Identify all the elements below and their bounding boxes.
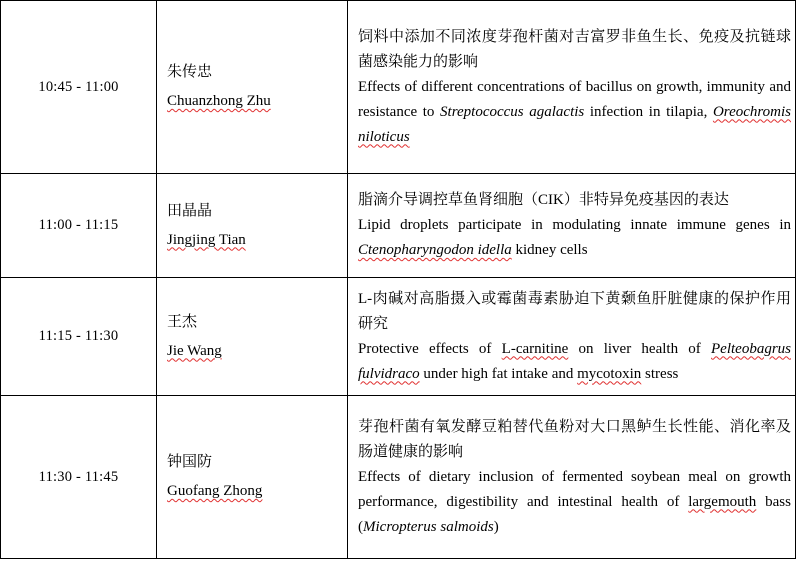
species-name: Micropterus salmoids	[363, 518, 494, 535]
table-row	[1, 278, 796, 396]
speaker-name-en: Guofang Zhong	[167, 483, 263, 499]
topic-text: bass (	[358, 493, 791, 535]
topic-text: )	[493, 518, 499, 535]
speaker-name-zh: 田晶晶	[167, 202, 213, 219]
speaker-cell	[157, 1, 348, 174]
topic-text: infection in tilapia,	[584, 103, 713, 120]
time-cell: 11:30 - 11:45	[1, 396, 157, 559]
topic-text: Effects of dietary inclusion of fermented soybean meal on growth performance, digestibility and intestinal health of	[358, 468, 791, 510]
table-row	[1, 174, 796, 278]
topic-cell	[348, 278, 796, 396]
table-row	[1, 396, 796, 559]
speaker-name-zh: 王杰	[167, 313, 198, 330]
species-name: Ctenopharyngodon idella	[358, 242, 512, 258]
topic-text: Effects of different concentrations of bacillus on growth, immunity and resistance to	[358, 78, 791, 120]
topic-title-en	[358, 337, 791, 387]
compound-name: mycotoxin	[577, 365, 642, 382]
topic-title-zh: 芽孢杆菌有氧发酵豆粕替代鱼粉对大口黑鲈生长性能、消化率及肠道健康的影响	[358, 418, 791, 460]
topic-text: Lipid droplets participate in modulating innate immune genes in	[358, 217, 791, 233]
topic-title-en	[358, 465, 791, 540]
topic-text: stress	[641, 365, 679, 382]
topic-title-zh: L-肉碱对高脂摄入或霉菌毒素胁迫下黄颡鱼肝脏健康的保护作用研究	[358, 290, 791, 332]
speaker-cell	[157, 396, 348, 559]
topic-title-en	[358, 75, 791, 150]
speaker-name-zh: 钟国防	[167, 454, 213, 470]
topic-text: Protective effects of	[358, 340, 502, 357]
speaker-cell	[157, 174, 348, 278]
compound-name: L-carnitine	[501, 340, 569, 357]
species-name: Oreochromis niloticus	[358, 103, 791, 145]
time-cell: 10:45 - 11:00	[1, 1, 157, 174]
species-name: Streptococcus agalactis	[440, 103, 585, 120]
topic-cell	[348, 174, 796, 278]
topic-cell	[348, 396, 796, 559]
topic-text: kidney cells	[511, 242, 588, 258]
topic-text: on liver health of	[568, 340, 711, 357]
species-name: Pelteobagrus fulvidraco	[358, 340, 791, 382]
topic-title-zh: 脂滴介导调控草鱼肾细胞（CIK）非特异免疫基因的表达	[358, 192, 729, 208]
topic-text: under high fat intake and	[419, 365, 578, 382]
speaker-name-en: Jie Wang	[167, 342, 222, 359]
topic-cell	[348, 1, 796, 174]
speaker-name-en: Jingjing Tian	[167, 231, 246, 248]
time-cell: 11:00 - 11:15	[1, 174, 157, 278]
topic-text: largemouth	[688, 493, 757, 510]
topic-title-en	[358, 213, 791, 263]
topic-title-zh: 饲料中添加不同浓度芽孢杆菌对吉富罗非鱼生长、免疫及抗链球菌感染能力的影响	[358, 28, 791, 70]
speaker-name-en: Chuanzhong Zhu	[167, 93, 271, 109]
speaker-cell	[157, 278, 348, 396]
time-cell: 11:15 - 11:30	[1, 278, 157, 396]
speaker-name-zh: 朱传忠	[167, 64, 213, 80]
table-row	[1, 1, 796, 174]
